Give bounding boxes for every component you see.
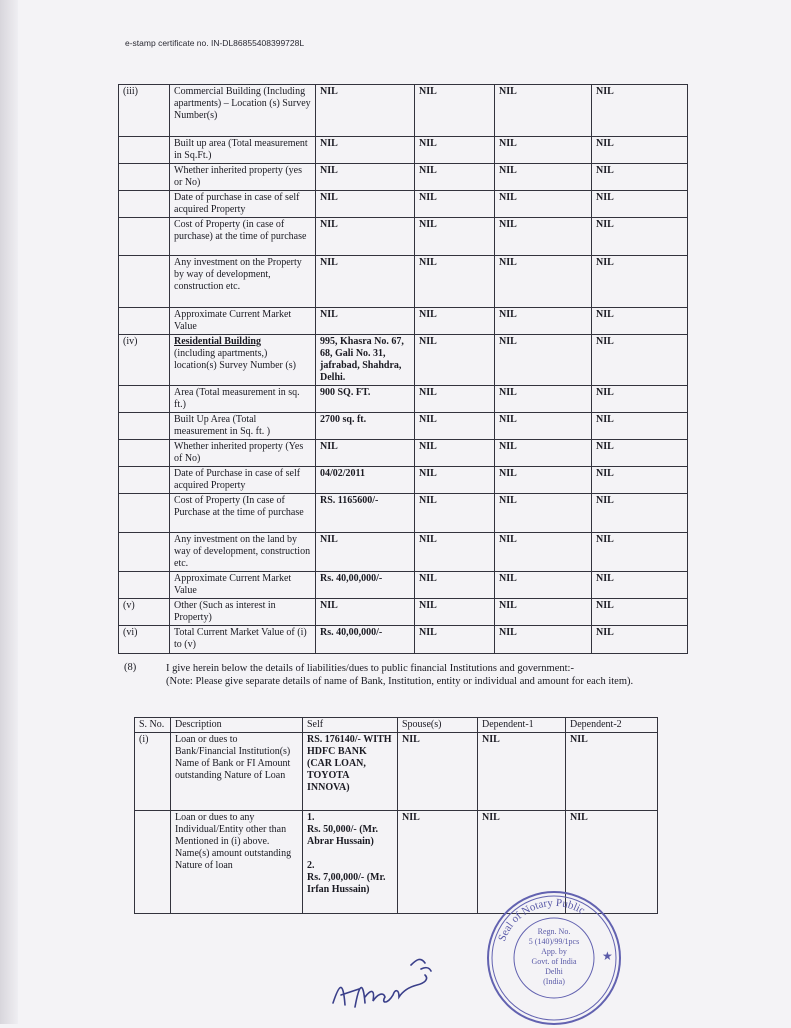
cell-spouse: NIL <box>415 137 495 164</box>
table-row <box>119 533 688 572</box>
cell-sno: (iv) <box>119 335 170 386</box>
cell-sno <box>119 494 170 533</box>
cell-dependent-2: NIL <box>592 164 688 191</box>
header-sno: S. No. <box>135 718 171 733</box>
loan-1-detail: Rs. 50,000/- (Mr. Abrar Hussain) <box>307 824 379 847</box>
cell-sno <box>119 533 170 572</box>
cell-description <box>170 413 316 440</box>
cell-dependent-1: NIL <box>495 413 592 440</box>
cell-description <box>170 308 316 335</box>
description-text: Date of purchase in case of self acquired Property <box>174 192 300 215</box>
description-text: Date of Purchase in case of self acquired Property <box>174 468 301 491</box>
cell-description <box>170 335 316 386</box>
cell-spouse: NIL <box>415 164 495 191</box>
cell-dependent-1: NIL <box>495 335 592 386</box>
cell-dependent-2: NIL <box>592 533 688 572</box>
cell-spouse: NIL <box>415 308 495 335</box>
cell-self: NIL <box>316 308 415 335</box>
header-dependent-2: Dependent-2 <box>566 718 658 733</box>
cell-description <box>170 626 316 654</box>
description-text: Area (Total measurement in sq. ft.) <box>174 387 300 410</box>
cell-dependent-2: NIL <box>592 191 688 218</box>
cell-spouse: NIL <box>415 85 495 137</box>
description-text: Total Current Market Value of (i) to (v) <box>174 627 307 650</box>
cell-dependent-1: NIL <box>495 218 592 256</box>
cell-self: 900 SQ. FT. <box>316 386 415 413</box>
cell-self: 995, Khasra No. 67, 68, Gali No. 31, jafrabad, Shahdra, Delhi. <box>316 335 415 386</box>
cell-dependent-1: NIL <box>478 733 566 811</box>
cell-dependent-2: NIL <box>592 85 688 137</box>
cell-spouse: NIL <box>415 218 495 256</box>
cell-sno <box>119 413 170 440</box>
cell-self: NIL <box>316 218 415 256</box>
table-row <box>119 308 688 335</box>
cell-description <box>170 218 316 256</box>
description-text: (including apartments,) location(s) Survey Number (s) <box>174 348 296 371</box>
cell-sno: (iii) <box>119 85 170 137</box>
cell-dependent-2: NIL <box>592 137 688 164</box>
table-row <box>119 572 688 599</box>
residential-building-heading: Residential Building <box>174 336 261 347</box>
cell-dependent-2: NIL <box>566 811 658 914</box>
cell-self: RS. 176140/- WITH HDFC BANK (CAR LOAN, TOYOTA INNOVA) <box>303 733 398 811</box>
cell-self: 2700 sq. ft. <box>316 413 415 440</box>
cell-description <box>170 85 316 137</box>
loan-1-number: 1. <box>307 812 315 823</box>
cell-spouse: NIL <box>415 599 495 626</box>
cell-sno <box>119 386 170 413</box>
seal-star-icon: ★ <box>602 949 613 963</box>
cell-dependent-1: NIL <box>495 386 592 413</box>
cell-dependent-2: NIL <box>592 599 688 626</box>
table-row <box>119 137 688 164</box>
seal-line-5: Delhi <box>545 967 563 976</box>
certificate-number: e-stamp certificate no. IN-DL86855408399728L <box>125 38 305 48</box>
cell-spouse: NIL <box>415 440 495 467</box>
cell-self: NIL <box>316 533 415 572</box>
cell-self: NIL <box>316 85 415 137</box>
cell-sno <box>119 164 170 191</box>
description-text: Whether inherited property (yes or No) <box>174 165 303 188</box>
liabilities-table <box>134 717 658 914</box>
cell-sno: (vi) <box>119 626 170 654</box>
cell-description <box>170 533 316 572</box>
seal-line-2: 5 (140)/99/1pcs <box>528 937 580 946</box>
cell-spouse: NIL <box>415 467 495 494</box>
cell-self: 04/02/2011 <box>316 467 415 494</box>
description-text: Commercial Building (Including apartments) – Location (s) Survey Number(s) <box>174 86 311 121</box>
description-text: Built Up Area (Total measurement in Sq. ft. ) <box>174 414 271 437</box>
table-row <box>119 218 688 256</box>
cell-sno <box>119 572 170 599</box>
cell-dependent-2: NIL <box>592 572 688 599</box>
cell-dependent-2: NIL <box>592 308 688 335</box>
cell-spouse: NIL <box>415 413 495 440</box>
cell-dependent-2: NIL <box>592 440 688 467</box>
cell-dependent-2: NIL <box>592 413 688 440</box>
cell-dependent-1: NIL <box>495 256 592 308</box>
table-row <box>119 191 688 218</box>
description-text: Any investment on the Property by way of development, construction etc. <box>174 257 302 292</box>
description-text: Cost of Property (in case of purchase) at the time of purchase <box>174 219 307 242</box>
table-row <box>119 467 688 494</box>
cell-self: NIL <box>316 137 415 164</box>
cell-dependent-2: NIL <box>592 467 688 494</box>
seal-line-1: Regn. No. <box>537 927 571 936</box>
cell-description <box>170 599 316 626</box>
cell-dependent-1: NIL <box>495 572 592 599</box>
description-text: Other (Such as interest in Property) <box>174 600 276 623</box>
cell-sno <box>119 467 170 494</box>
seal-line-4: Govt. of India <box>531 957 577 966</box>
description-text: Approximate Current Market Value <box>174 309 292 332</box>
cell-description <box>170 137 316 164</box>
cell-self <box>303 811 398 914</box>
header-spouse: Spouse(s) <box>398 718 478 733</box>
section-number: (8) <box>124 662 137 673</box>
cell-dependent-1: NIL <box>495 308 592 335</box>
section-statement: I give herein below the details of liabilities/dues to public financial Institutions and government:- <box>166 663 574 674</box>
table-row <box>119 85 688 137</box>
cell-dependent-1: NIL <box>495 85 592 137</box>
table-row <box>135 733 658 811</box>
cell-spouse: NIL <box>415 335 495 386</box>
cell-dependent-1: NIL <box>495 137 592 164</box>
cell-sno <box>119 137 170 164</box>
table-row <box>119 164 688 191</box>
description-text: Whether inherited property (Yes of No) <box>174 441 304 464</box>
cell-description <box>170 164 316 191</box>
cell-description <box>170 191 316 218</box>
cell-description <box>170 494 316 533</box>
cell-description <box>170 256 316 308</box>
table-row <box>119 494 688 533</box>
section-text <box>166 662 666 688</box>
cell-sno: (v) <box>119 599 170 626</box>
cell-dependent-2: NIL <box>592 494 688 533</box>
assets-table <box>118 84 688 654</box>
cell-dependent-1: NIL <box>495 533 592 572</box>
notary-seal <box>484 888 624 1028</box>
cell-self: RS. 1165600/- <box>316 494 415 533</box>
cell-spouse: NIL <box>415 386 495 413</box>
cell-description <box>170 467 316 494</box>
cell-dependent-2: NIL <box>566 733 658 811</box>
section-note: (Note: Please give separate details of name of Bank, Institution, entity or individual and amount for each item). <box>166 676 634 687</box>
cell-spouse: NIL <box>415 256 495 308</box>
signature <box>325 945 440 1017</box>
loan-2-detail: Rs. 7,00,000/- (Mr. Irfan Hussain) <box>307 872 386 895</box>
cell-dependent-2: NIL <box>592 386 688 413</box>
cell-self: Rs. 40,00,000/- <box>316 572 415 599</box>
description-text: Any investment on the land by way of development, construction etc. <box>174 534 311 569</box>
cell-self: NIL <box>316 440 415 467</box>
seal-line-3: App. by <box>541 947 567 956</box>
header-row <box>135 718 658 733</box>
cell-spouse: NIL <box>415 626 495 654</box>
cell-dependent-2: NIL <box>592 218 688 256</box>
cell-dependent-1: NIL <box>495 440 592 467</box>
header-description: Description <box>171 718 303 733</box>
cell-dependent-1: NIL <box>495 191 592 218</box>
cell-sno <box>135 811 171 914</box>
cell-description <box>170 386 316 413</box>
header-self: Self <box>303 718 398 733</box>
cell-sno: (i) <box>135 733 171 811</box>
cell-sno <box>119 440 170 467</box>
cell-spouse: NIL <box>415 494 495 533</box>
table-row <box>119 256 688 308</box>
cell-dependent-2: NIL <box>592 335 688 386</box>
page-edge <box>0 0 18 1024</box>
cell-sno <box>119 256 170 308</box>
description-text: Cost of Property (In case of Purchase at the time of purchase <box>174 495 304 518</box>
cell-description: Loan or dues to Bank/Financial Institution(s) Name of Bank or FI Amount outstanding Nature of Loan <box>171 733 303 811</box>
cell-dependent-1: NIL <box>478 811 566 914</box>
table-row <box>119 335 688 386</box>
cell-self: NIL <box>316 191 415 218</box>
cell-description <box>170 440 316 467</box>
seal-line-6: (India) <box>543 977 565 986</box>
cell-dependent-1: NIL <box>495 467 592 494</box>
table-row <box>119 440 688 467</box>
cell-self: NIL <box>316 256 415 308</box>
cell-self: Rs. 40,00,000/- <box>316 626 415 654</box>
table-row <box>119 599 688 626</box>
cell-description: Loan or dues to any Individual/Entity other than Mentioned in (i) above. Name(s) amount outstanding Nature of loan <box>171 811 303 914</box>
cell-self: NIL <box>316 164 415 191</box>
cell-description <box>170 572 316 599</box>
cell-self: NIL <box>316 599 415 626</box>
table-row <box>119 413 688 440</box>
cell-sno <box>119 308 170 335</box>
cell-dependent-1: NIL <box>495 626 592 654</box>
cell-spouse: NIL <box>398 733 478 811</box>
cell-dependent-1: NIL <box>495 599 592 626</box>
cell-sno <box>119 191 170 218</box>
seal-ring-text: Seal of Notary Public <box>496 896 587 943</box>
cell-spouse: NIL <box>415 191 495 218</box>
table-row <box>119 626 688 654</box>
description-text: Built up area (Total measurement in Sq.Ft.) <box>174 138 308 161</box>
cell-sno <box>119 218 170 256</box>
cell-spouse: NIL <box>415 533 495 572</box>
cell-dependent-1: NIL <box>495 164 592 191</box>
cell-dependent-1: NIL <box>495 494 592 533</box>
cell-spouse: NIL <box>415 572 495 599</box>
description-text: Approximate Current Market Value <box>174 573 292 596</box>
table-row <box>119 386 688 413</box>
cell-dependent-2: NIL <box>592 626 688 654</box>
cell-spouse: NIL <box>398 811 478 914</box>
header-dependent-1: Dependent-1 <box>478 718 566 733</box>
cell-dependent-2: NIL <box>592 256 688 308</box>
loan-2-number: 2. <box>307 860 315 871</box>
